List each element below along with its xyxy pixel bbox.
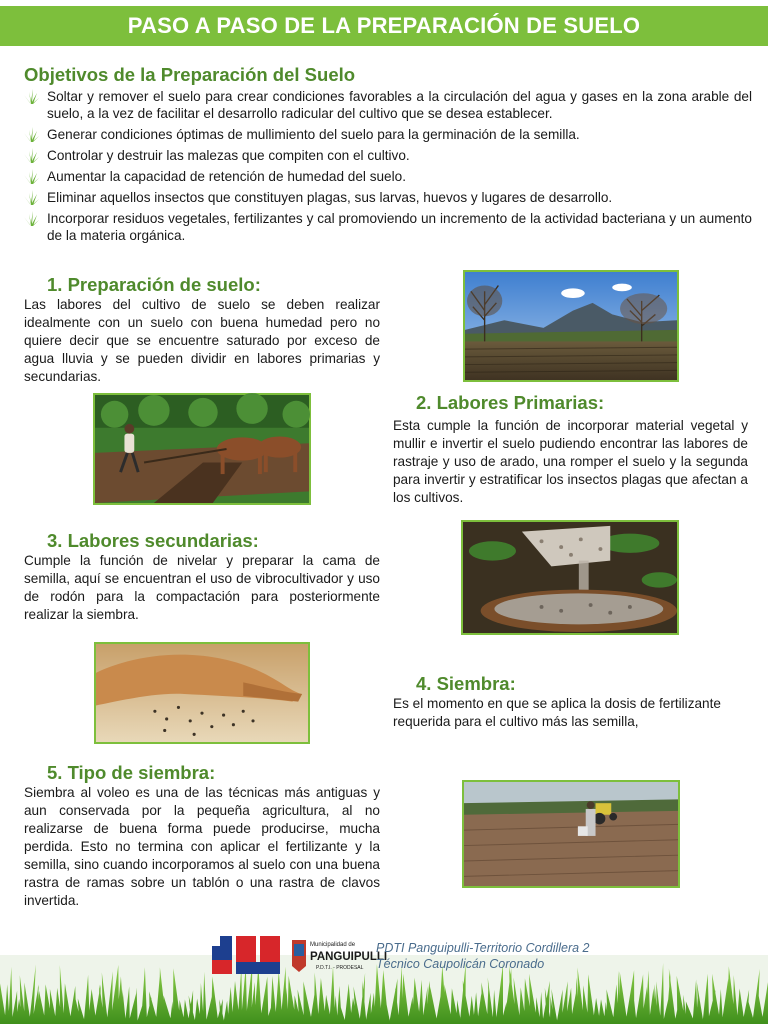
- page-title: PASO A PASO DE LA PREPARACIÓN DE SUELO: [127, 13, 641, 38]
- objective-item: Soltar y remover el suelo para crear condiciones favorables a la circulación del agua y gases en la zona arable del suelo, a la vez de facilitar el desarrollo radicular del cultivo que se desea establecer.: [22, 88, 752, 122]
- mountain-field-photo: [463, 270, 679, 382]
- grass-leaf-icon: [22, 88, 40, 104]
- section-2-title: 2. Labores Primarias:: [416, 392, 605, 413]
- svg-text:Municipalidad de: Municipalidad de: [310, 942, 356, 948]
- grass-leaf-icon: [22, 147, 40, 163]
- seed-bowl-photo: [461, 520, 679, 635]
- objective-item: Generar condiciones óptimas de mullimiento del suelo para la germinación de la semilla.: [22, 126, 752, 143]
- svg-text:P.D.T.I. - PRODESAL: P.D.T.I. - PRODESAL: [316, 965, 364, 971]
- grass-leaf-icon: [22, 126, 40, 142]
- government-logos: [212, 936, 388, 978]
- header-banner: [0, 6, 768, 46]
- section-3-text: Cumple la función de nivelar y preparar la cama de semilla, aquí se encuentran el uso de vibrocultivador y uso de rodón para la compactación para posteriormente realizar la siembra.: [24, 553, 380, 622]
- footer-line-1: PDTI Panguipulli-Territorio Cordillera 2: [376, 941, 590, 955]
- tractor-field-photo: [462, 780, 680, 888]
- grass-leaf-icon: [22, 168, 40, 184]
- objective-item: Controlar y destruir las malezas que compiten con el cultivo.: [22, 147, 752, 164]
- section-4-text: Es el momento en que se aplica la dosis de fertilizante requerida para el cultivo más las semilla,: [393, 696, 721, 729]
- grass-leaf-icon: [22, 210, 40, 226]
- objective-item: Incorporar residuos vegetales, fertilizantes y cal promoviendo un incremento de la actividad bacteriana y un aumento de la materia orgánica.: [22, 210, 752, 244]
- municipality-logo-text: PANGUIPULLI: [310, 951, 388, 963]
- objective-item: Eliminar aquellos insectos que constituyen plagas, sus larvas, huevos y lugares de desarrollo.: [22, 189, 752, 206]
- oxen-plowing-photo: [93, 393, 311, 505]
- section-1-title: 1. Preparación de suelo:: [47, 274, 261, 295]
- section-1-text: Las labores del cultivo de suelo se deben realizar idealmente con un suelo con buena humedad pero no quiere decir que se encuentre saturado por exceso de agua lluvia y se pueden dividir en labores primarias y secundarias.: [24, 297, 380, 384]
- section-5-title: 5. Tipo de siembra:: [47, 762, 216, 783]
- footer-line-2: Técnico Caupolicán Coronado: [376, 957, 545, 971]
- objectives-title: Objetivos de la Preparación del Suelo: [24, 64, 356, 85]
- section-2-text: Esta cumple la función de incorporar material vegetal y mullir e invertir el suelo pudiendo encontrar las labores de rastraje y uso de arado, una romper el suelo y la segunda para invertir y estratificar los insectos plagas que afectan a los cultivos.: [393, 418, 748, 505]
- section-5-text: Siembra al voleo es una de las técnicas más antiguas y aun conservada por la pequeña agricultura, al no realizarse de buena forma puede producirse, mucha perdida. Esto no termina con aplicar el fertilizante y la semilla, sino cuando incorporamos al suelo con una buena rastra de ramas sobre un tablón o una rastra de clavos invertida.: [24, 785, 380, 908]
- hand-sowing-photo: [94, 642, 310, 744]
- section-4-title: 4. Siembra:: [416, 673, 516, 694]
- objectives-list: [22, 88, 752, 248]
- grass-leaf-icon: [22, 189, 40, 205]
- section-3-title: 3. Labores secundarias:: [47, 530, 259, 551]
- footer-credits: [376, 940, 590, 972]
- objective-item: Aumentar la capacidad de retención de humedad del suelo.: [22, 168, 752, 185]
